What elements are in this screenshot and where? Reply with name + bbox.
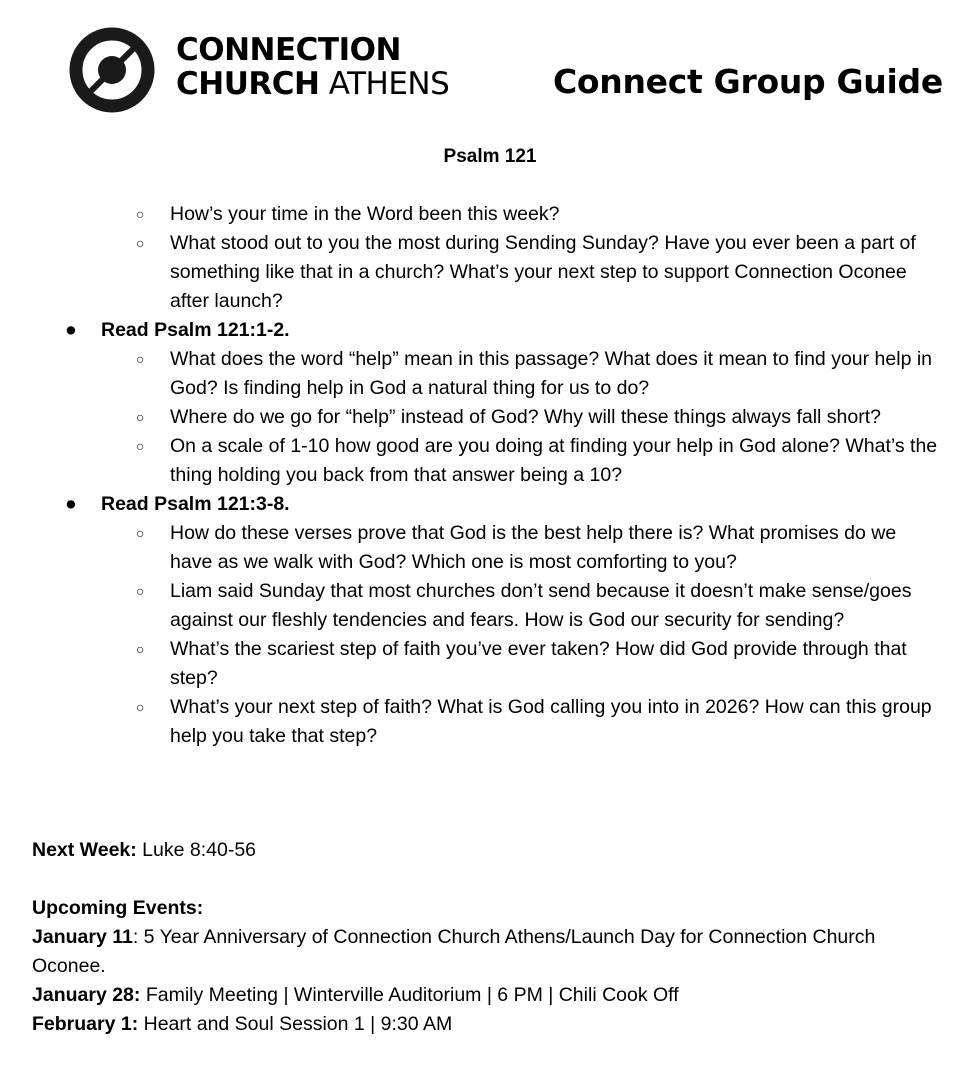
brand-line2: CHURCH ATHENS: [176, 66, 450, 102]
list-item: ○ How’s your time in the Word been this week?: [136, 203, 560, 225]
section-title: ● Read Psalm 121:3-8.: [65, 493, 290, 515]
question-list: [0, 200, 980, 751]
list-item: ○ What’s the scariest step of faith you’ve ever taken? How did God provide through that step?: [136, 638, 907, 689]
list-item: ○ On a scale of 1-10 how good are you doing at finding your help in God alone? What’s the thing holding you back from that answer being a 10?: [136, 435, 938, 486]
brand-wordmark: [176, 33, 449, 101]
next-week: Next Week: Luke 8:40-56: [32, 839, 257, 861]
list-item: ○ What stood out to you the most during Sending Sunday? Have you ever been a part of something like that in a church? What’s your next step to support Connection Oconee after launch?: [136, 232, 916, 312]
list-item: ○ Where do we go for “help” instead of God? Why will these things always fall short?: [136, 406, 882, 428]
list-item: ○ What’s your next step of faith? What is God calling you into in 2026? How can this group help you take that step?: [136, 696, 932, 747]
list-item: ○ What does the word “help” mean in this passage? What does it mean to find your help in God? Is finding help in God a natural thing for us to do?: [136, 348, 933, 399]
list-item: ○ How do these verses prove that God is the best help there is? What promises do we have as we walk with God? Which one is most comforting to you?: [136, 522, 897, 573]
connection-church-logo-icon: [69, 27, 155, 113]
section-title: ● Read Psalm 121:1-2.: [65, 319, 290, 341]
doc-title: Connect Group Guide: [553, 62, 943, 101]
event-item: January 28: Family Meeting | Winterville Auditorium | 6 PM | Chili Cook Off: [32, 984, 679, 1006]
page-heading: Psalm 121: [443, 146, 537, 167]
brand-line1: CONNECTION: [176, 32, 401, 68]
events-heading: Upcoming Events:: [32, 897, 204, 919]
list-item: ○ Liam said Sunday that most churches don’t send because it doesn’t make sense/goes against our fleshly tendencies and fears. How is God our security for sending?: [136, 580, 912, 631]
event-item: February 1: Heart and Soul Session 1 | 9:30 AM: [32, 1013, 453, 1035]
footer-info: [32, 836, 932, 1039]
event-item: January 11: 5 Year Anniversary of Connection Church Athens/Launch Day for Connection Church Oconee.: [32, 926, 876, 977]
